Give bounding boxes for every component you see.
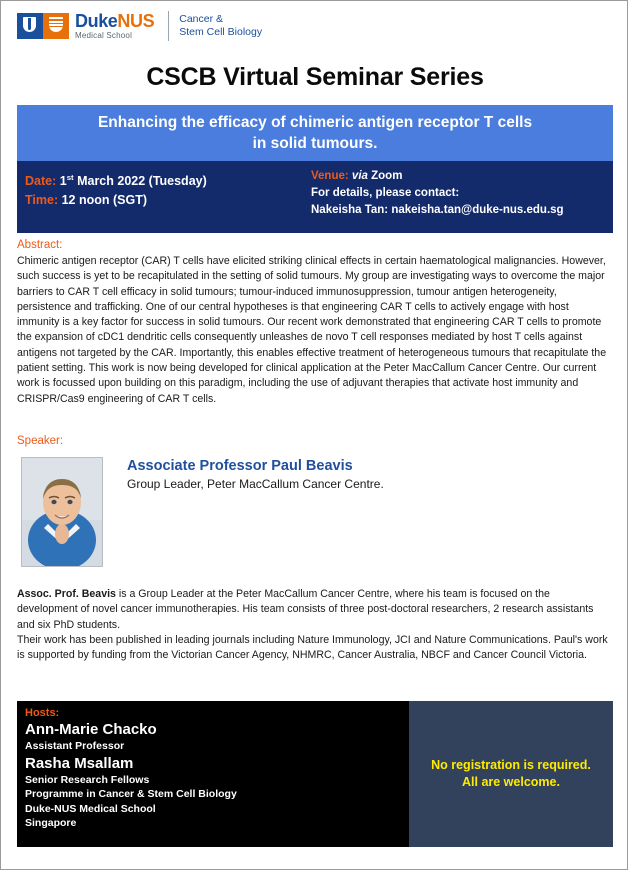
programme-line-2: Stem Cell Biology [179,26,263,38]
abstract-heading: Abstract: [17,239,63,251]
hosts-line-0: Senior Research Fellows [25,773,150,786]
bio-paragraph-2: Their work has been published in leading journals including Nature Immunology, JCI and Nature Communications. Paul's work is supported by funding from the Victorian Cancer Agency, NHMRC, Cancer Australia, NBCF and Cancer Council Victoria. [17,633,608,662]
hosts-line-2: Duke-NUS Medical School [25,802,156,815]
hosts-line-1: Programme in Cancer & Stem Cell Biology [25,788,237,800]
bio-lead-name: Assoc. Prof. Beavis [17,588,116,600]
logo-divider [168,11,169,41]
duke-nus-logo [17,9,262,43]
time-label: Time: [25,193,59,208]
notice-line-2: All are welcome. [462,775,560,789]
contact-instruction: For details, please contact: [311,187,460,199]
programme-line-1: Cancer & [179,13,224,25]
nus-crest-icon [43,13,69,39]
time-value: 12 noon (SGT) [61,193,148,208]
venue-value-platform: Zoom [371,170,403,182]
event-date-time [25,168,207,210]
event-date-row [25,168,207,191]
duke-shield-icon [17,13,43,39]
logo-marks [17,13,69,39]
registration-notice [431,757,591,791]
event-venue-row [311,168,564,185]
event-details-band [17,161,613,233]
talk-title-banner [17,105,613,161]
page-title: CSCB Virtual Seminar Series [146,63,484,91]
talk-title-line-1: Enhancing the efficacy of chimeric antigen receptor T cells [97,114,533,131]
logo-word-nus: NUS [117,11,155,31]
speaker-role: Group Leader, Peter MacCallum Cancer Centre. [127,477,384,491]
hosts-line-3: Singapore [25,817,77,829]
event-time-row [25,191,207,210]
speaker-bio [17,587,611,663]
speaker-name: Associate Professor Paul Beavis [127,458,353,474]
hosts-panel [17,701,409,847]
venue-value-via: via [351,170,368,182]
hosts-label: Hosts: [25,707,60,719]
host-name-2: Rasha Msallam [25,754,134,772]
speaker-portrait [21,457,103,567]
portrait-illustration [22,458,102,566]
notice-line-1: No registration is required. [431,758,591,772]
logo-wordmark [75,12,154,40]
venue-label: Venue: [311,170,349,182]
bio-paragraph-1 [17,587,611,633]
host-name-1: Ann-Marie Chacko [25,721,157,738]
logo-word-tagline: Medical School [75,31,133,40]
host-title-1: Assistant Professor [25,740,125,752]
talk-title-line-2: in solid tumours. [252,135,378,152]
event-venue-contact [311,168,564,219]
contact-person[interactable]: Nakeisha Tan: nakeisha.tan@duke-nus.edu.sg [311,204,564,216]
logo-word-duke: Duke [75,11,118,31]
speaker-heading: Speaker: [17,435,64,447]
abstract-body: Chimeric antigen receptor (CAR) T cells have elicited striking clinical effects in certain haematological malignancies. However, such success is yet to be recapitulated in the setting of solid tumours. My group are investigating ways to overcome the major barriers to CAR T cell efficacy in solid tumours; tumour-induced immunosuppression, tumour antigen heterogeneity, persistence and trafficking. One of our central hypotheses is that engineering CAR T cells to actively engage with host immunity is a key factor for success in solid tumours. Our recent work demonstrated that engineering CAR T cells to promote the expansion of cDC1 dendritic cells consequently unleashes de novo T cell responses mediated by host T cells against antigens not targeted by the CAR. Importantly, this enables effective treatment of heterogeneous tumours that recapitulate the patient setting. This work is now being developed for clinical application at the Peter MacCallum Cancer Centre. Our current work is focussed upon building on this paradigm, including the use of adjuvant therapies that activate host immunity and CRISPR/Cas9 engineering of CAR T cells. [17,255,607,405]
registration-notice-panel [409,701,613,847]
talk-title [72,112,558,154]
date-value: 1st March 2022 (Tuesday) [59,173,207,189]
date-label: Date: [25,174,57,189]
programme-name [179,13,262,39]
bio-paragraph-1-text: is a Group Leader at the Peter MacCallum Cancer Centre, where his team is focused on the development of novel cancer immunotherapies. His team consists of three post-doctoral researchers, 2 research assistants and six PhD students. [17,588,594,631]
